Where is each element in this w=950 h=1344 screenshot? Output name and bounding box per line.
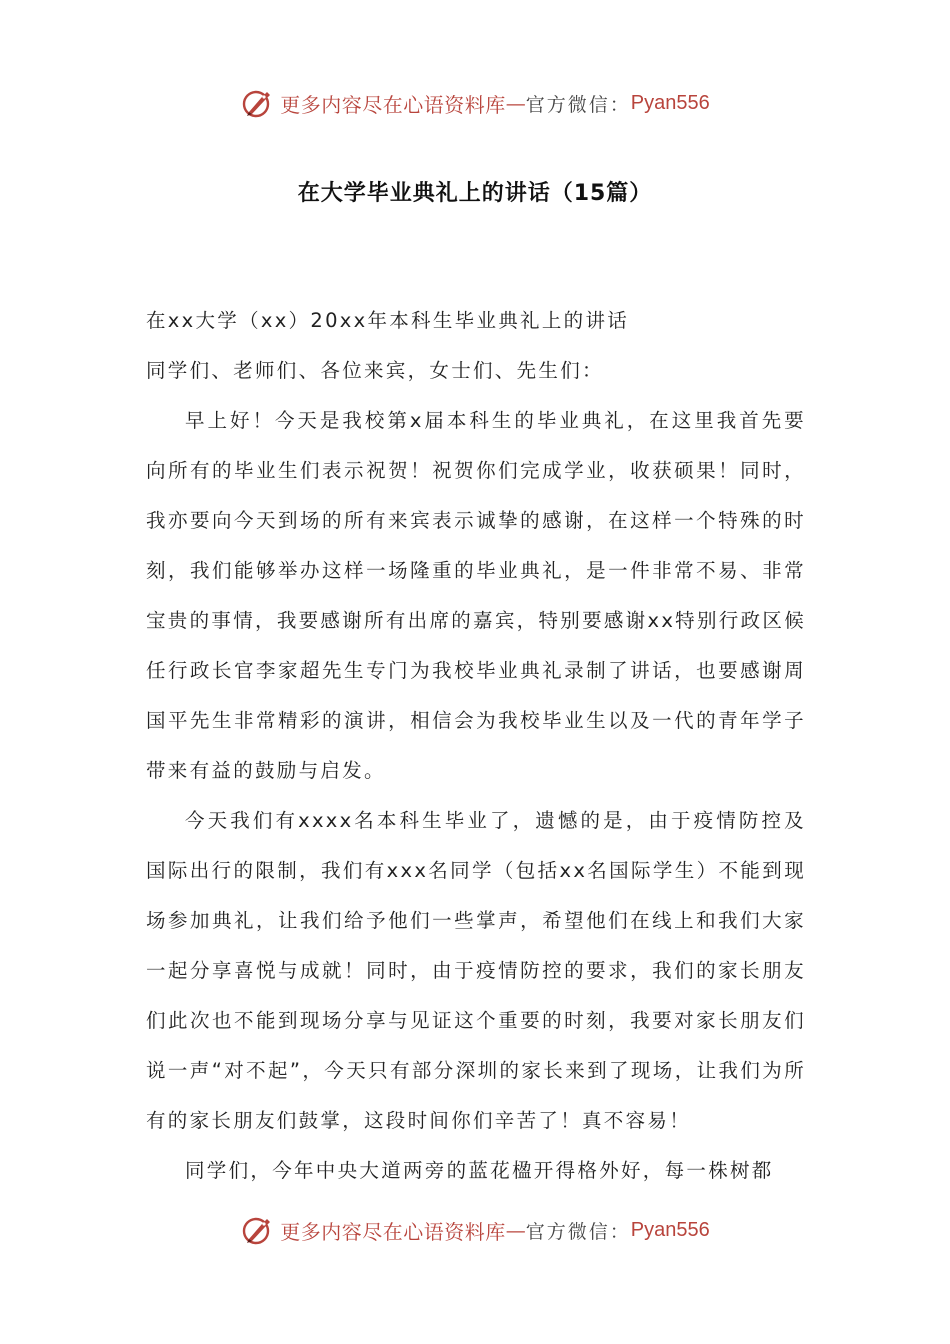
paragraph-body: 早上好！今天是我校第x届本科生的毕业典礼，在这里我首先要向所有的毕业生们表示祝贺！祝贺你们完成学业，收获硕果！同时，我亦要向今天到场的所有来宾表示诚挚的感谢，在这样一个特殊的时刻，我们能够举办这样一场隆重的毕业典礼，是一件非常不易、非常宝贵的事情，我要感谢所有出席的嘉宾，特别要感谢xx特别行政区候任行政长官李家超先生专门为我校毕业典礼录制了讲话，也要感谢周国平先生非常精彩的演讲，相信会为我校毕业生以及一代的青年学子带来有益的鼓励与启发。 [146,409,806,782]
banner-wechat-id: Pyan556 [630,91,710,114]
banner-slogan: 更多内容尽在心语资料库 [280,1219,506,1244]
banner-contact-label: 官方微信： [525,93,631,116]
paragraph-heading: 在xx大学（xx）20xx年本科生毕业典礼上的讲话 [146,309,630,332]
header-banner [0,81,950,125]
banner-slogan: 更多内容尽在心语资料库 [280,92,506,117]
banner-dash: — [505,1218,526,1242]
paragraph-body: 今天我们有xxxx名本科生毕业了，遗憾的是，由于疫情防控及国际出行的限制，我们有xxx名同学（包括xx名国际学生）不能到现场参加典礼，让我们给予他们一些掌声，希望他们在线上和我们大家一起分享喜悦与成就！同时，由于疫情防控的要求，我们的家长朋友们此次也不能到现场分享与见证这个重要的时刻，我要对家长朋友们说一声“对不起”，今天只有部分深圳的家长来到了现场，让我们为所有的家长朋友们鼓掌，这段时间你们辛苦了！真不容易！ [146,809,806,1132]
paragraph-salutation: 同学们、老师们、各位来宾，女士们、先生们： [146,359,604,382]
pen-nib-icon [240,85,276,121]
banner-wechat-id: Pyan556 [630,1218,710,1241]
document-title: 在大学毕业典礼上的讲话（15篇） [297,181,653,206]
banner-dash: — [505,91,526,115]
paragraph-body: 同学们，今年中央大道两旁的蓝花楹开得格外好，每一株树都 [185,1159,774,1182]
footer-banner [0,1208,950,1252]
banner-contact-label: 官方微信： [525,1220,631,1243]
pen-nib-icon [240,1212,276,1248]
document-body [146,296,806,1196]
